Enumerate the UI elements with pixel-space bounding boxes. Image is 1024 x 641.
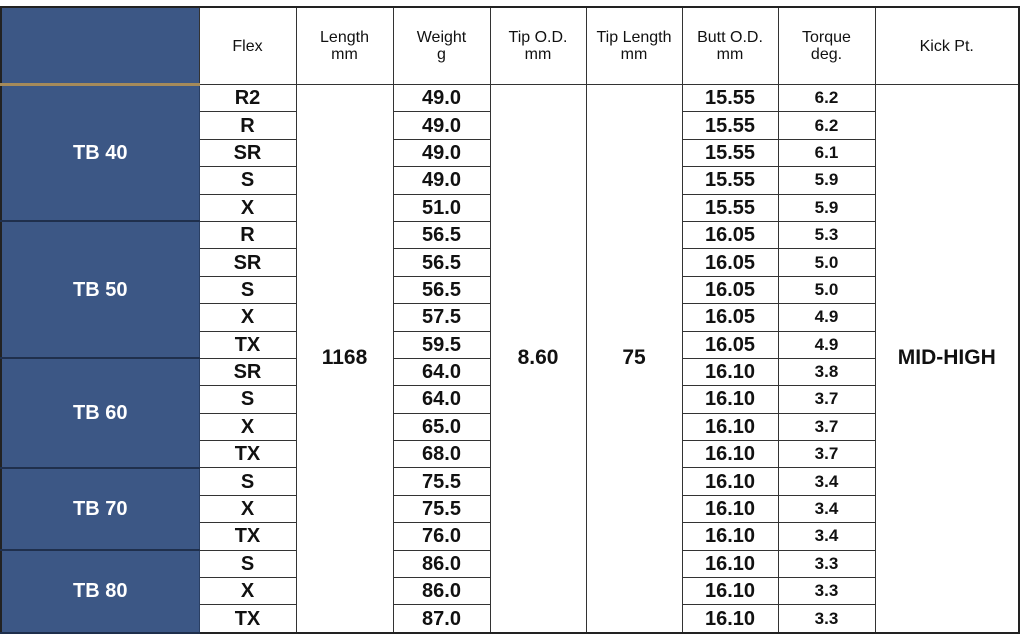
torque-cell: 3.7 — [778, 413, 875, 440]
butt-od-cell: 15.55 — [682, 112, 778, 139]
model-cell: TB 70 — [1, 468, 199, 550]
flex-cell: S — [199, 276, 296, 303]
header-torque — [778, 7, 875, 85]
butt-od-cell: 16.10 — [682, 413, 778, 440]
flex-cell: TX — [199, 605, 296, 633]
flex-cell: S — [199, 167, 296, 194]
butt-od-cell: 15.55 — [682, 139, 778, 166]
length-cell: 1168 — [296, 85, 393, 633]
header-corner-cell — [1, 7, 199, 85]
butt-od-cell: 16.10 — [682, 578, 778, 605]
butt-od-cell: 16.10 — [682, 550, 778, 577]
weight-cell: 75.5 — [393, 468, 490, 495]
flex-cell: X — [199, 194, 296, 221]
flex-cell: TX — [199, 523, 296, 550]
kick-point-cell: MID-HIGH — [875, 85, 1019, 633]
header-kick-point-line: Kick Pt. — [919, 37, 974, 55]
weight-cell: 68.0 — [393, 441, 490, 468]
header-weight-unit: g — [437, 46, 446, 63]
torque-cell: 3.3 — [778, 578, 875, 605]
flex-cell: X — [199, 304, 296, 331]
weight-cell: 86.0 — [393, 578, 490, 605]
header-butt-od — [682, 7, 778, 85]
flex-cell: S — [199, 386, 296, 413]
butt-od-cell: 16.05 — [682, 276, 778, 303]
header-tip-od — [490, 7, 586, 85]
butt-od-cell: 16.05 — [682, 304, 778, 331]
butt-od-cell: 16.05 — [682, 221, 778, 248]
weight-cell: 56.5 — [393, 221, 490, 248]
torque-cell: 6.1 — [778, 139, 875, 166]
butt-od-cell: 16.10 — [682, 386, 778, 413]
weight-cell: 51.0 — [393, 194, 490, 221]
butt-od-cell: 15.55 — [682, 85, 778, 112]
header-length-unit: mm — [331, 46, 358, 63]
weight-cell: 76.0 — [393, 523, 490, 550]
weight-cell: 65.0 — [393, 413, 490, 440]
torque-cell: 4.9 — [778, 304, 875, 331]
header-weight-line: Weight — [416, 29, 467, 46]
header-butt-od-line: Butt O.D. — [697, 29, 763, 46]
header-length — [296, 7, 393, 85]
model-cell: TB 60 — [1, 358, 199, 468]
torque-cell: 5.9 — [778, 194, 875, 221]
weight-cell: 49.0 — [393, 112, 490, 139]
header-tip-od-unit: mm — [524, 46, 552, 63]
torque-cell: 3.8 — [778, 358, 875, 385]
butt-od-cell: 15.55 — [682, 167, 778, 194]
header-length-line: Length — [320, 29, 369, 46]
flex-cell: SR — [199, 249, 296, 276]
flex-cell: X — [199, 413, 296, 440]
torque-cell: 6.2 — [778, 85, 875, 112]
header-torque-line: Torque — [802, 29, 851, 46]
torque-cell: 3.4 — [778, 523, 875, 550]
torque-cell: 5.3 — [778, 221, 875, 248]
header-row — [1, 7, 1019, 85]
shaft-spec-table — [0, 6, 1020, 634]
flex-cell: SR — [199, 139, 296, 166]
model-cell: TB 40 — [1, 85, 199, 222]
torque-cell: 3.3 — [778, 605, 875, 633]
butt-od-cell: 16.10 — [682, 605, 778, 633]
header-torque-unit: deg. — [810, 46, 843, 63]
butt-od-cell: 15.55 — [682, 194, 778, 221]
weight-cell: 64.0 — [393, 358, 490, 385]
butt-od-cell: 16.10 — [682, 468, 778, 495]
torque-cell: 3.4 — [778, 495, 875, 522]
weight-cell: 49.0 — [393, 167, 490, 194]
header-weight — [393, 7, 490, 85]
model-cell: TB 80 — [1, 550, 199, 633]
weight-cell: 49.0 — [393, 139, 490, 166]
flex-cell: R2 — [199, 85, 296, 112]
header-tip-length-unit: mm — [620, 46, 648, 63]
butt-od-cell: 16.10 — [682, 495, 778, 522]
weight-cell: 64.0 — [393, 386, 490, 413]
flex-cell: X — [199, 495, 296, 522]
model-cell: TB 50 — [1, 221, 199, 358]
header-butt-od-unit: mm — [716, 46, 744, 63]
header-kick-point — [875, 7, 1019, 85]
weight-cell: 56.5 — [393, 249, 490, 276]
flex-cell: S — [199, 468, 296, 495]
torque-cell: 6.2 — [778, 112, 875, 139]
header-tip-length-line: Tip Length — [596, 29, 672, 46]
flex-cell: X — [199, 578, 296, 605]
header-flex — [199, 7, 296, 85]
table-body — [1, 85, 1019, 633]
flex-cell: S — [199, 550, 296, 577]
weight-cell: 59.5 — [393, 331, 490, 358]
torque-cell: 4.9 — [778, 331, 875, 358]
torque-cell: 5.0 — [778, 276, 875, 303]
flex-cell: TX — [199, 331, 296, 358]
torque-cell: 3.4 — [778, 468, 875, 495]
header-tip-length — [586, 7, 682, 85]
torque-cell: 5.9 — [778, 167, 875, 194]
butt-od-cell: 16.05 — [682, 331, 778, 358]
weight-cell: 56.5 — [393, 276, 490, 303]
flex-cell: R — [199, 112, 296, 139]
flex-cell: R — [199, 221, 296, 248]
weight-cell: 57.5 — [393, 304, 490, 331]
header-flex-line: Flex — [232, 37, 263, 55]
torque-cell: 3.3 — [778, 550, 875, 577]
butt-od-cell: 16.10 — [682, 358, 778, 385]
header-tip-od-line: Tip O.D. — [508, 29, 568, 46]
table-row — [1, 85, 1019, 112]
tip-length-cell: 75 — [586, 85, 682, 633]
weight-cell: 49.0 — [393, 85, 490, 112]
weight-cell: 87.0 — [393, 605, 490, 633]
butt-od-cell: 16.05 — [682, 249, 778, 276]
weight-cell: 86.0 — [393, 550, 490, 577]
flex-cell: SR — [199, 358, 296, 385]
butt-od-cell: 16.10 — [682, 441, 778, 468]
weight-cell: 75.5 — [393, 495, 490, 522]
torque-cell: 3.7 — [778, 386, 875, 413]
torque-cell: 5.0 — [778, 249, 875, 276]
torque-cell: 3.7 — [778, 441, 875, 468]
tip-od-cell: 8.60 — [490, 85, 586, 633]
butt-od-cell: 16.10 — [682, 523, 778, 550]
flex-cell: TX — [199, 441, 296, 468]
